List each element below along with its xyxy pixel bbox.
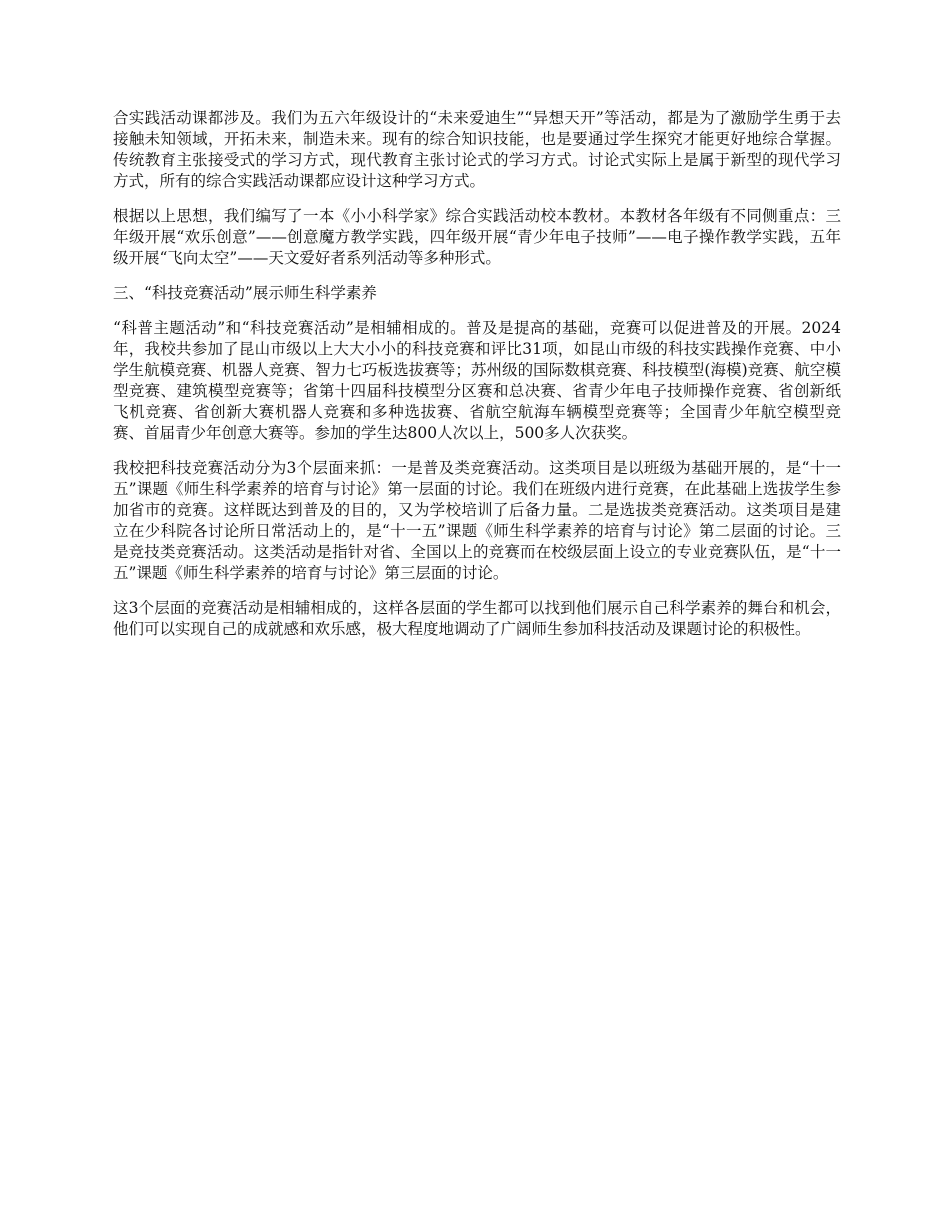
paragraph-textbook: 根据以上思想，我们编写了一本《小小科学家》综合实践活动校本教材。本教材各年级有不同侧重点：三年级开展“欢乐创意”——创意魔方教学实践，四年级开展“青少年电子技师”——电子操作教学实践，五年级开展“飞向太空”——天文爱好者系列活动等多种形式。 [113,207,841,267]
document-body [113,108,841,654]
section-heading: 三、“科技竞赛活动”展示师生科学素养 [113,284,377,302]
paragraph-competitions: “科普主题活动”和“科技竞赛活动”是相辅相成的。普及是提高的基础，竞赛可以促进普及的开展。2024年，我校共参加了昆山市级以上大大小小的科技竞赛和评比31项，如昆山市级的科技实践操作竞赛、中小学生航模竞赛、机器人竞赛、智力七巧板选拔赛等；苏州级的国际数棋竞赛、科技模型(海模)竞赛、航空模型竞赛、建筑模型竞赛等；省第十四届科技模型分区赛和总决赛、省青少年电子技师操作竞赛、省创新纸飞机竞赛、省创新大赛机器人竞赛和多种选拔赛、省航空航海车辆模型竞赛等；全国青少年航空模型竞赛、首届青少年创意大赛等。参加的学生达800人次以上，500多人次获奖。 [113,319,841,442]
paragraph-three-levels: 我校把科技竞赛活动分为3个层面来抓：一是普及类竞赛活动。这类项目是以班级为基础开展的，是“十一五”课题《师生科学素养的培育与讨论》第一层面的讨论。我们在班级内进行竞赛，在此基础上选拔学生参加省市的竞赛。这样既达到普及的目的，又为学校培训了后备力量。二是选拔类竞赛活动。这类项目是建立在少科院各讨论所日常活动上的，是“十一五”课题《师生科学素养的培育与讨论》第二层面的讨论。三是竞技类竞赛活动。这类活动是指针对省、全国以上的竞赛而在校级层面上设立的专业竞赛队伍，是“十一五”课题《师生科学素养的培育与讨论》第三层面的讨论。 [113,459,841,582]
paragraph-conclusion: 这3个层面的竞赛活动是相辅相成的，这样各层面的学生都可以找到他们展示自己科学素养的舞台和机会，他们可以实现自己的成就感和欢乐感，极大程度地调动了广阔师生参加科技活动及课题讨论的积极性。 [113,599,841,638]
paragraph-activities: 合实践活动课都涉及。我们为五六年级设计的“未来爱迪生”“异想天开”等活动，都是为了激励学生勇于去接触未知领域，开拓未来，制造未来。现有的综合知识技能，也是要通过学生探究才能更好地综合掌握。传统教育主张接受式的学习方式，现代教育主张讨论式的学习方式。讨论式实际上是属于新型的现代学习方式，所有的综合实践活动课都应设计这种学习方式。 [113,109,841,190]
